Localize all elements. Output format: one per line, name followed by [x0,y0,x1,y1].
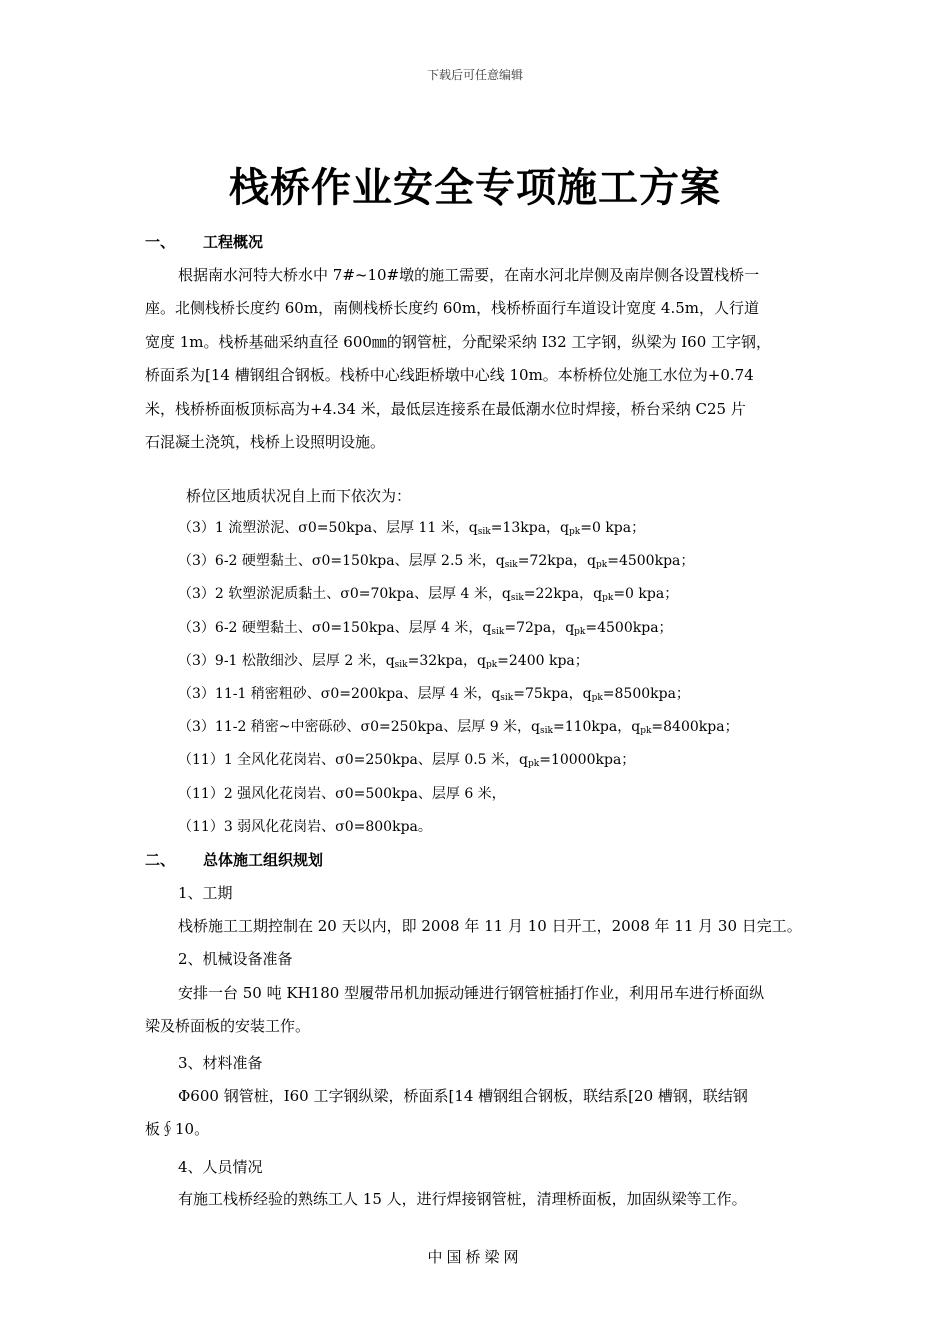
page-header: 下载后可任意编辑 [426,68,523,82]
geology-item: （3）1 流塑淤泥、σ0=50kpa、层厚 11 米，$q_{sik}=13kpa$，$q_{pk}=0$ kpa； [178,520,646,537]
subsection-text: 有施工栈桥经验的熟练工人 15 人，进行焊接钢管桩，清理桥面板，加固纵梁等工作。 [178,1190,747,1208]
geology-item: （3）6-2 硬塑黏土、σ0=150kpa、层厚 2.5 米，$q_{sik}=72kpa$，$q_{pk}=4500kpa$； [178,553,695,571]
geology-item: （3）11-1 稍密粗砂、σ0=200kpa、层厚 4 米，$q_{sik}=75kpa$，$q_{pk}=8500kpa$； [178,685,690,703]
geology-intro: 桥位区地质状况自上而下依次为： [186,487,412,505]
paragraph-line: 板∮10。 [145,1120,210,1139]
geology-item: （3）11-2 稍密~中密砾砂、σ0=250kpa、层厚 9 米，$q_{sik}=110kpa$，$q_{pk}=8400kpa$； [178,719,739,737]
section-number: 一、 [145,233,176,251]
section-heading-2 [145,849,323,871]
paragraph-line: 石混凝土浇筑，栈桥上设照明设施。 [145,432,386,451]
paragraph-line: 米，栈桥桥面板顶标高为+4.34 米，最低层连接系在最低潮水位时焊接，桥台采纳 C25 片 [145,399,746,418]
subsection-title: 4、人员情况 [178,1158,263,1176]
paragraph-line: 宽度 1m。栈桥基础采纳直径 600㎜的钢管桩，分配梁采纳 I32 工字钢，纵梁为 I60 工字钢， [145,332,772,351]
subsection-paragraph [145,977,810,1044]
subsection-title: 2、机械设备准备 [178,950,293,968]
section-title: 总体施工组织规划 [203,851,324,869]
paragraph-line: Φ600 钢管桩，I60 工字钢纵梁，桥面系[14 槽钢组合钢板，联结系[20 槽钢，联结钢 [178,1087,748,1105]
subsection-title: 3、材料准备 [178,1054,263,1072]
page-footer: 中国桥梁网 [427,1248,523,1266]
paragraph-line: 桥面系为[14 槽钢组合钢板。栈桥中心线距桥墩中心线 10m。本桥桥位处施工水位为+0.74 [145,366,754,385]
geology-item: （3）9-1 松散细沙、层厚 2 米，$q_{sik}=32kpa$，$q_{pk}=2400$ kpa； [178,652,589,670]
geology-list [178,517,818,849]
paragraph-line: 根据南水河特大桥水中 7#~10#墩的施工需要，在南水河北岸侧及南岸侧各设置栈桥一 [178,266,760,284]
section-number: 二、 [145,851,176,869]
paragraph-line: 梁及桥面板的安装工作。 [145,1017,311,1036]
geology-item: （11）3 弱风化花岗岩、σ0=800kpa。 [178,818,432,835]
document-title: 栈桥作业安全专项施工方案 [229,165,721,211]
subsection-text: 栈桥施工工期控制在 20 天以内，即 2008 年 11 月 10 日开工，2008 年 11 月 30 日完工。 [178,917,802,935]
subsection-paragraph [145,1080,810,1147]
geology-item: （3）2 软塑淤泥质黏土、σ0=70kpa、层厚 4 米，$q_{sik}=22kpa$，$q_{pk}=0$ kpa； [178,586,679,604]
section-heading-1 [145,231,263,253]
paragraph-line: 座。北侧栈桥长度约 60m，南侧栈桥长度约 60m，栈桥桥面行车道设计宽度 4.5m，人行道 [145,299,760,318]
geology-item: （3）6-2 硬塑黏土、σ0=150kpa、层厚 4 米，$q_{sik}=72pa$，$q_{pk}=4500kpa$； [178,619,673,637]
subsection-title: 1、工期 [178,884,233,902]
paragraph-line: 安排一台 50 吨 KH180 型履带吊机加振动锤进行钢管桩插打作业，利用吊车进行桥面纵 [178,984,765,1002]
geology-item: （11）2 强风化花岗岩、σ0=500kpa、层厚 6 米， [178,785,506,802]
section-title: 工程概况 [203,233,264,251]
overview-paragraph [145,259,810,459]
geology-item: （11）1 全风化花岗岩、σ0=250kpa、层厚 0.5 米，$q_{pk}=10000kpa$； [178,752,636,770]
